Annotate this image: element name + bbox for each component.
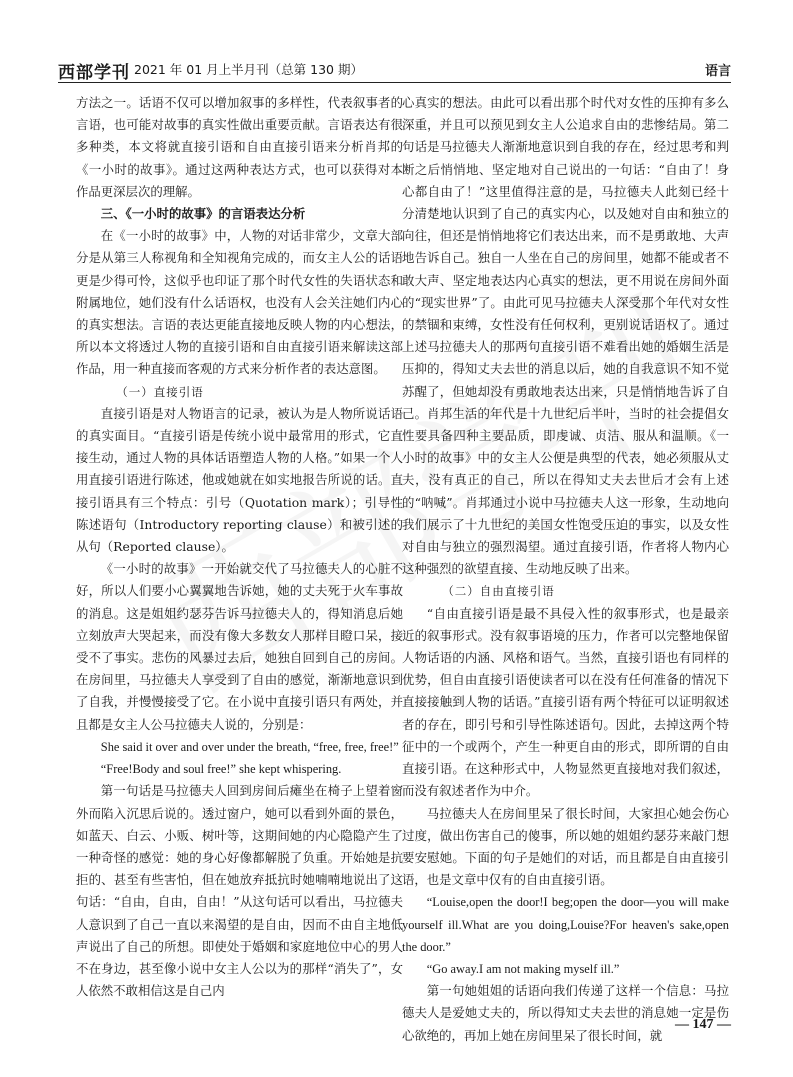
paragraph: She said it over and over under the breath, “free, free, free!” (100, 739, 399, 754)
paragraph: “Go away.I am not making myself ill.” (426, 961, 620, 976)
header-rule (58, 82, 731, 83)
page-header (58, 58, 731, 83)
paragraph: 第一句她姐姐的话语向我们传递了这样一个信息：马拉德夫人是爱她丈夫的，所以得知丈夫去世的消息她一定是伤心欲绝的，再加上她在房间里呆了很长时间，就 (402, 983, 729, 1043)
page-number: — 147 — (675, 1017, 731, 1032)
journal-logo: 西部学刊 (58, 63, 130, 83)
paragraph: 心真实的想法。由此可以看出那个时代对女性的压抑有多么深重，并且可以预见到女主人公追求自由的悲惨结局。第二句话是马拉德夫人渐渐地意识到自我的存在，经过思考和判断之后悄悄地、坚定地对自己说出的一句话：“自由了！身心都自由了！”这里值得注意的是，马拉德夫人此刻已经十分清楚地认识到了自己的真实内心，以及她对自由和独立的向往，但还是悄悄地将它们表达出来，而不是勇敢地、大声地告诉自己。独自一人坐在自己的房间里，她都不能或者不敢大声、坚定地表达内心真实的想法，更不用说在房间外面的“现实世界”了。由此可见马拉德夫人深受那个年代对女性的禁锢和束缚，女性没有任何权利，更别说话语权了。通过上述马拉德夫人的那两句直接引语不难看出她的婚姻生活是压抑的，得知丈夫去世的消息以后，她的自我意识不知不觉苏醒了，但她却没有勇敢地表达出来，只是悄悄地告诉了自己。肖邦生活的年代是十九世纪后半叶，当时的社会提倡女性要具备四种主要品质，即虔诚、贞洁、服从和温顺。《一小时的故事》中的女主人公便是典型的代表，她必须服从丈夫，没有真正的自己，所以在得知丈夫去世后才会有上述的“呐喊”。肖邦通过小说中马拉德夫人这一形象，生动地向我们展示了十九世纪的美国女性饱受压迫的事实，以及女性对自由与独立的强烈渴望。通过直接引语，作者将人物内心这种强烈的欲望直接、生动地反映了出来。 (402, 95, 729, 577)
section-heading: （一）直接引语 (116, 384, 204, 399)
paragraph: 在《一小时的故事》中，人物的对话非常少，文章大部分是从第三人称视角和全知视角完成的，而女主人公的话语更是少得可怜，这似乎也印证了那个时代女性的失语状态和附属地位，她们没有什么话语权，也没有人会关注她们内心的真实想法。言语的表达更能直接地反映人物的内心想法，所以本文将透过人物的直接引语和自由直接引语来解读这部作品，用一种直接而客观的方式来分析作者的表达意图。 (76, 228, 403, 377)
section-heading: （二）自由直接引语 (442, 584, 555, 599)
section-name: 语言 (704, 64, 731, 79)
paragraph: 直接引语是对人物语言的记录，被认为是人物所说话语的真实面目。“直接引语是传统小说中最常用的形式，它直接生动，通过人物的具体话语塑造人物的人格。”如果一个人用直接引语进行陈述，他或她就在如实地报告所说的话。直接引语具有三个特点：引号（Quotation mark）；引导性陈述语句（Introductory reporting clause）和被引述的从句（Reported clause）。 (76, 405, 403, 555)
right-column (402, 92, 729, 1047)
paragraph: 方法之一。话语不仅可以增加叙事的多样性，代表叙事者的言语，也可能对故事的真实性做出重要贡献。言语表达有很多种类，本文将就直接引语和自由直接引语来分析肖邦的《一小时的故事》。通过这两种表达方式，也可以获得对本作品更深层次的理解。 (76, 95, 403, 199)
section-heading: 三、《一小时的故事》的言语表达分析 (100, 206, 306, 222)
paragraph: 《一小时的故事》一开始就交代了马拉德夫人的心脏不好，所以人们要小心翼翼地告诉她，她的丈夫死于火车事故的消息。这是姐姐约瑟芬告诉马拉德夫人的，得知消息后她立刻放声大哭起来，而没有像大多数女人那样目瞪口呆，接受不了事实。悲伤的风暴过去后，她独自回到自己的房间。在房间里，马拉德夫人享受到了自由的感觉，渐渐地意识到了自我，并慢慢接受了它。在小说中直接引语只有两处，并且都是女主人公马拉德夫人说的，分别是： (76, 561, 403, 732)
left-column (76, 92, 403, 1002)
paragraph: “自由直接引语是最不具侵入性的叙事形式，也是最亲近的叙事形式。没有叙事语境的压力，作者可以完整地保留人物话语的内涵、风格和语气。当然，直接引语也有同样的优势，但自由直接引语使读者可以在没有任何准备的情况下直接接触到人物的话语。”直接引语有两个特征可以证明叙述者的存在，即引号和引导性陈述语句。因此，去掉这两个特征中的一个或两个，产生一种更自由的形式，即所谓的自由直接引语。在这种形式中，人物显然更直接地对我们叙述，而没有叙述者作为中介。 (402, 605, 729, 799)
issue-info: 2021 年 01 月上半月刊（总第 130 期） (134, 62, 363, 77)
paragraph: 马拉德夫人在房间里呆了很长时间，大家担心她会伤心过度，做出伤害自己的傻事，所以她的姐姐约瑟芬来敲门想要安慰她。下面的句子是她们的对话，而且都是自由直接引语，也是文章中仅有的自由直接引语。 (402, 805, 729, 888)
paragraph: 第一句话是马拉德夫人回到房间后瘫坐在椅子上望着窗外而陷入沉思后说的。透过窗户，她可以看到外面的景色，如蓝天、白云、小贩、树叶等，这期间她的内心隐隐产生了一种奇怪的感觉：她的身心好像都解脱了负重。开始她是抗拒的、甚至有些害怕，但在她放弃抵抗时她喃喃地说出了这句话：“自由，自由，自由！”从这句话可以看出，马拉德夫人意识到了自己一直以来渴望的是自由，因而不由自主地低声说出了自己的所想。即使处于婚姻和家庭地位中心的男人不在身边，甚至像小说中女主人公以为的那样“消失了”，女人依然不敢相信这是自己内 (76, 783, 403, 999)
paragraph: “Louise,open the door!I beg;open the door—you will make yourself ill.What are you doing,Louise?For heaven's sake,open the door.” (402, 895, 729, 954)
paragraph: “Free!Body and soul free!” she kept whispering. (100, 762, 342, 777)
